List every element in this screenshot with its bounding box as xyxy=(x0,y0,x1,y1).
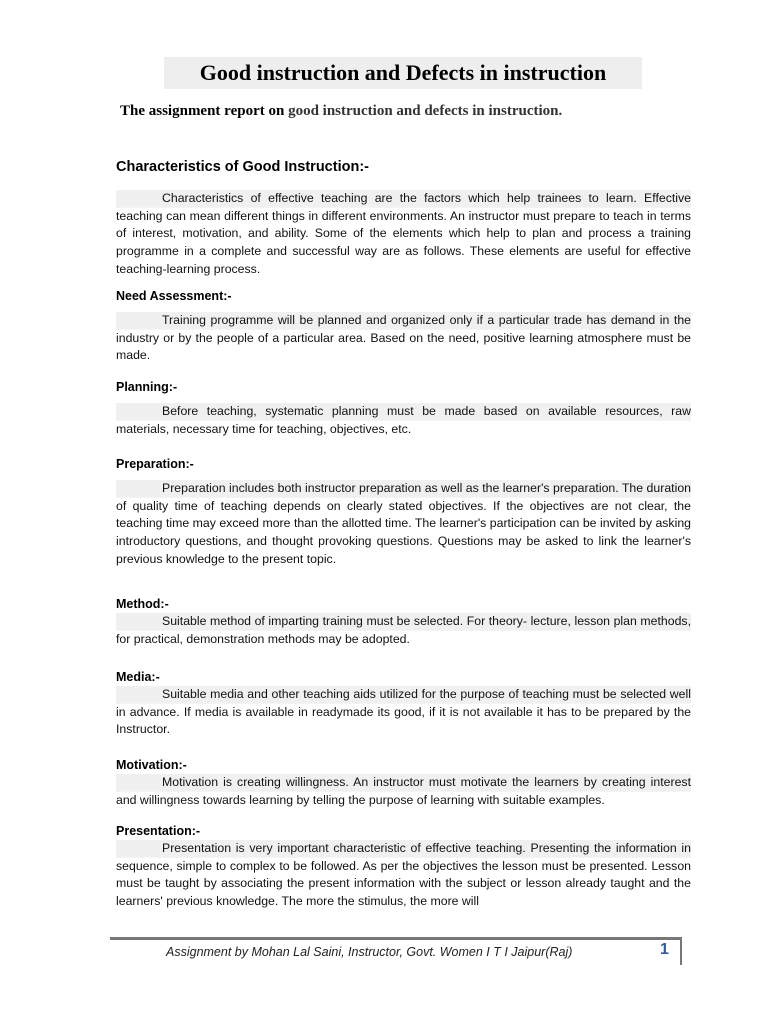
subtitle-topic: good instruction and defects in instruction. xyxy=(288,103,563,119)
media-section xyxy=(116,668,691,739)
subsection-text: Training programme will be planned and organized only if a particular trade has demand in the industry or by the people of a particular area. Based on the need, positive learning atmosphere must be made. xyxy=(116,313,691,363)
subsection-paragraph xyxy=(116,312,691,365)
subsection-paragraph xyxy=(116,840,691,911)
method-section xyxy=(116,595,691,648)
section-heading: Characteristics of Good Instruction:- xyxy=(116,159,369,175)
need-assessment-section xyxy=(116,287,691,365)
subsection-text: Preparation includes both instructor preparation as well as the learner's preparation. The duration of quality time of teaching depends on clearly stated objectives. If the objectives are not clear, the teaching time may exceed more than the allotted time. The learner's participation can be invited by asking introductory questions, and thought provoking questions. Questions may be asked to link the learner's previous knowledge to the present topic. xyxy=(116,481,691,566)
footer-page-marker-line xyxy=(680,937,682,965)
subsection-paragraph xyxy=(116,774,691,809)
subsection-heading: Preparation:- xyxy=(116,457,194,471)
subsection-text: Motivation is creating willingness. An instructor must motivate the learners by creating interest and willingness towards learning by telling the purpose of learning with suitable examples. xyxy=(116,775,691,807)
subsection-heading: Need Assessment:- xyxy=(116,289,232,303)
subtitle-lead: The assignment report on xyxy=(120,103,289,119)
presentation-section xyxy=(116,822,691,911)
subsection-paragraph xyxy=(116,686,691,739)
subsection-text: Presentation is very important characteristic of effective teaching. Presenting the information in sequence, simple to complex to be followed. As per the objectives the lesson must be presented. Lesson must be taught by associating the present information with the subject or lesson already taught and the learners' previous knowledge. The more the stimulus, the more will xyxy=(116,841,691,909)
subsection-text: Suitable media and other teaching aids utilized for the purpose of teaching must be selected well in advance. If media is available in readymade its good, if it is not available it has to be prepared by the Instructor. xyxy=(116,687,691,737)
subsection-text: Suitable method of imparting training must be selected. For theory- lecture, lesson plan methods, for practical, demonstration methods may be adopted. xyxy=(116,614,691,646)
subsection-text: Before teaching, systematic planning must be made based on available resources, raw materials, necessary time for teaching, objectives, etc. xyxy=(116,404,691,436)
preparation-section xyxy=(116,455,691,569)
page-title: Good instruction and Defects in instruction xyxy=(164,57,642,89)
subsection-heading: Media:- xyxy=(116,670,160,684)
subsection-paragraph xyxy=(116,613,691,648)
subsection-paragraph xyxy=(116,480,691,569)
subsection-heading: Method:- xyxy=(116,597,169,611)
subsection-heading: Planning:- xyxy=(116,380,178,394)
planning-section xyxy=(116,378,691,438)
subsection-heading: Motivation:- xyxy=(116,758,187,772)
intro-paragraph xyxy=(116,190,691,279)
page-number: 1 xyxy=(660,941,669,958)
footer-attribution: Assignment by Mohan Lal Saini, Instructor, Govt. Women I T I Jaipur(Raj) xyxy=(166,945,573,959)
motivation-section xyxy=(116,756,691,809)
intro-block xyxy=(116,190,691,279)
subsection-paragraph xyxy=(116,403,691,438)
assignment-subtitle xyxy=(120,103,562,120)
footer-divider xyxy=(110,937,680,940)
intro-paragraph-text: Characteristics of effective teaching are the factors which help trainees to learn. Effective teaching can mean different things in different environments. An instructor must prepare to teach in terms of interest, motivation, and ability. Some of the elements which help to plan and process a training programme in a complete and successful way are as follows. These elements are useful for effective teaching-learning process. xyxy=(116,191,691,276)
subsection-heading: Presentation:- xyxy=(116,824,201,838)
